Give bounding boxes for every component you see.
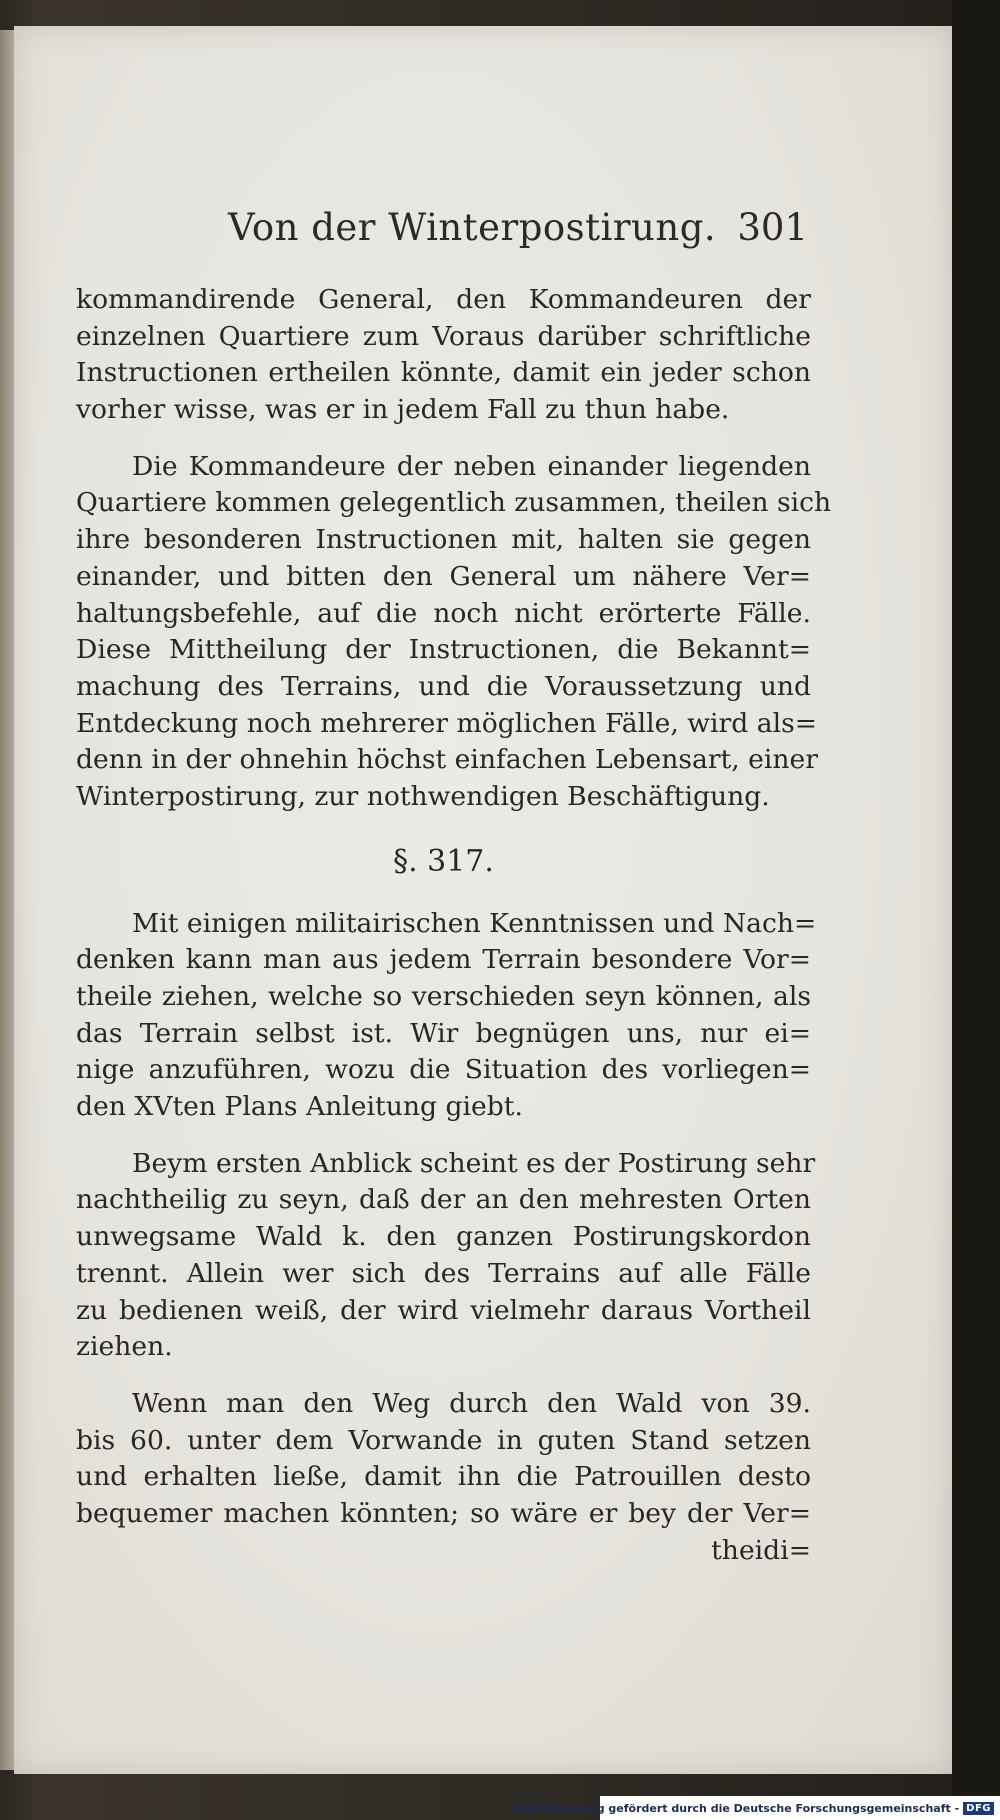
text-line: das Terrain selbst ist. Wir begnügen uns, nur ei= xyxy=(76,1017,811,1049)
text-line: vorher wisse, was er in jedem Fall zu thun habe. xyxy=(76,394,730,426)
text-line: nige anzuführen, wozu die Situation des vorliegen= xyxy=(76,1054,811,1086)
text-line: den XVten Plans Anleitung giebt. xyxy=(76,1091,523,1123)
text-line: theile ziehen, welche so verschieden seyn können, als xyxy=(76,981,811,1012)
text-line: ziehen. xyxy=(76,1331,173,1363)
text-line: trennt. Allein wer sich des Terrains auf alle Fälle xyxy=(76,1257,811,1289)
paragraph xyxy=(76,906,817,1126)
text-line: haltungsbefehle, auf die noch nicht erörterte Fälle. xyxy=(76,597,811,629)
text-line: Mit einigen militairischen Kenntnissen und Nach= xyxy=(132,907,817,939)
body-text xyxy=(76,282,832,1569)
paragraph xyxy=(76,1386,811,1569)
book-shadow xyxy=(952,0,1000,1820)
text-line: einander, und bitten den General um nähere Ver= xyxy=(76,560,811,592)
text-line: Quartiere kommen gelegentlich zusammen, theilen sich xyxy=(76,487,832,519)
page-header xyxy=(228,206,808,258)
text-line: machung des Terrains, und die Voraussetzung und xyxy=(76,670,811,702)
text-line: einzelnen Quartiere zum Voraus darüber schriftliche xyxy=(76,320,811,352)
text-line: nachtheilig zu seyn, daß der an den mehresten Orten xyxy=(76,1184,811,1216)
paragraph xyxy=(76,449,832,816)
text-line: kommandirende General, den Kommandeuren der xyxy=(76,284,811,315)
text-line: denn in der ohnehin höchst einfachen Lebensart, einer xyxy=(76,744,818,776)
footer-credit: Digitalisierung gefördert durch die Deutsche Forschungsgemeinschaft - xyxy=(513,1801,960,1815)
text-line: bequemer machen könnten; so wäre er bey der Ver= xyxy=(76,1497,811,1529)
text-line: ihre besonderen Instructionen mit, halten sie gegen xyxy=(76,524,811,556)
catchword: theidi= xyxy=(711,1534,811,1566)
digitization-footer xyxy=(513,1796,1000,1820)
running-head: Von der Winterpostirung. xyxy=(228,206,717,249)
text-line: denken kann man aus jedem Terrain besondere Vor= xyxy=(76,944,811,976)
paragraph xyxy=(76,282,811,429)
text-line: bis 60. unter dem Vorwande in guten Stand setzen xyxy=(76,1424,811,1456)
text-line: Instructionen ertheilen könnte, damit ein jeder schon xyxy=(76,357,811,389)
section-heading: §. 317. xyxy=(393,843,494,879)
text-line: zu bedienen weiß, der wird vielmehr daraus Vortheil xyxy=(76,1294,811,1326)
dfg-logo-icon: DFG xyxy=(963,1802,994,1815)
book-page xyxy=(14,26,952,1774)
text-line: Die Kommandeure der neben einander liegenden xyxy=(132,450,811,482)
text-line: und erhalten ließe, damit ihn die Patrouillen desto xyxy=(76,1461,811,1493)
text-line: unwegsame Wald k. den ganzen Postirungskordon xyxy=(76,1221,811,1253)
text-line: Diese Mittheilung der Instructionen, die Bekannt= xyxy=(76,634,811,666)
text-line: Beym ersten Anblick scheint es der Postirung sehr xyxy=(132,1147,816,1179)
paragraph xyxy=(76,1146,816,1366)
text-line: Winterpostirung, zur nothwendigen Beschäftigung. xyxy=(76,780,770,812)
text-line: Wenn man den Weg durch den Wald von 39. xyxy=(132,1387,811,1419)
page-number: 301 xyxy=(737,206,808,249)
text-line: Entdeckung noch mehrerer möglichen Fälle, wird als= xyxy=(76,707,818,739)
